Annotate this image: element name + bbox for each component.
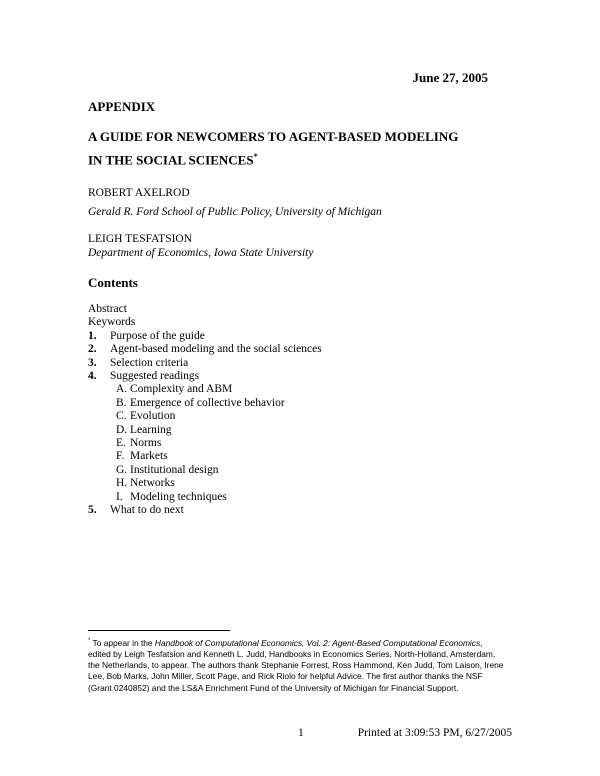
paper-title: [88, 127, 508, 170]
toc-item-2: [88, 343, 322, 356]
footnote-marker: *: [88, 638, 91, 644]
toc-item-3: [88, 357, 322, 370]
toc-subitem-d: [88, 424, 322, 437]
toc-abstract: Abstract: [88, 303, 127, 315]
author-name-2: LEIGH TESFATSION: [88, 233, 193, 245]
document-date: June 27, 2005: [412, 70, 488, 85]
title-line-2-text: IN THE SOCIAL SCIENCES: [88, 152, 254, 168]
toc-label: Selection criteria: [110, 356, 189, 369]
author-affiliation-1: Gerald R. Ford School of Public Policy, University of Michigan: [88, 206, 382, 218]
toc-item-4: [88, 370, 322, 383]
footnote-text: , edited by Leigh Tesfatsion and Kenneth L. Judd, Handbooks in Economics Series, North-Holland, Amsterdam, the Netherlands, to appear. The authors thank Stephanie Forrest, Ross Hammond, Ken Judd, Tom Laison, Irene Lee, Bob Marks, John Miller, Scott Page, and Rick Riolo for helpful Advice. The first author thanks the NSF (Grant 0240852) and the LS&A Enrichment Fund of the University of Michigan for Financial Support.: [88, 637, 504, 693]
toc-keywords: Keywords: [88, 316, 136, 329]
toc-number: 3.: [88, 356, 97, 369]
toc-label: Suggested readings: [110, 370, 200, 383]
footnote-divider: [88, 630, 230, 631]
toc-letter: I.: [116, 490, 123, 503]
toc-subitem-i: [88, 491, 322, 504]
toc-subitem-h: [88, 477, 322, 490]
toc-item-5: [88, 504, 322, 517]
toc-letter: A.: [116, 383, 128, 396]
toc-label: Agent-based modeling and the social sciences: [110, 343, 322, 356]
toc-label: Institutional design: [130, 463, 219, 476]
toc-letter: B.: [116, 396, 127, 409]
author-name-1: ROBERT AXELROD: [88, 187, 190, 199]
toc-letter: H.: [116, 477, 128, 490]
page-number: 1: [298, 727, 304, 739]
toc-subitem-a: [88, 383, 322, 396]
toc-letter: G.: [116, 463, 128, 476]
title-line-2: [88, 147, 508, 170]
table-of-contents: [88, 303, 322, 518]
toc-letter: D.: [116, 423, 128, 436]
title-line-1: A GUIDE FOR NEWCOMERS TO AGENT-BASED MODELING: [88, 129, 459, 144]
toc-number: 4.: [88, 370, 97, 383]
toc-letter: E.: [116, 437, 126, 450]
toc-letter: C.: [116, 410, 127, 423]
toc-label: What to do next: [110, 504, 184, 517]
toc-label: Learning: [130, 423, 172, 436]
toc-label: Emergence of collective behavior: [130, 396, 285, 409]
footnote-book-title: Handbook of Computational Economics, Vol. 2: Agent-Based Computational Economics: [154, 637, 481, 648]
author-affiliation-2: Department of Economics, Iowa State University: [88, 247, 314, 259]
toc-subitem-f: [88, 450, 322, 463]
toc-number: 5.: [88, 504, 97, 517]
print-timestamp: Printed at 3:09:53 PM, 6/27/2005: [357, 727, 512, 739]
toc-letter: F.: [116, 450, 125, 463]
toc-subitem-e: [88, 437, 322, 450]
toc-label: Modeling techniques: [130, 490, 227, 503]
toc-label: Norms: [130, 437, 162, 450]
contents-heading: Contents: [88, 275, 138, 290]
toc-subitem-g: [88, 464, 322, 477]
toc-label: Evolution: [130, 410, 176, 423]
toc-subitem-b: [88, 397, 322, 410]
toc-label: Complexity and ABM: [130, 383, 233, 396]
footnote: [88, 636, 506, 694]
toc-number: 1.: [88, 329, 97, 342]
footnote-intro: To appear in the: [90, 637, 155, 648]
title-footnote-marker: *: [253, 152, 258, 161]
appendix-heading: APPENDIX: [88, 99, 156, 114]
toc-item-1: [88, 330, 322, 343]
toc-number: 2.: [88, 343, 97, 356]
toc-subitem-c: [88, 410, 322, 423]
toc-label: Markets: [130, 450, 168, 463]
toc-label: Purpose of the guide: [110, 329, 205, 342]
toc-label: Networks: [130, 477, 175, 490]
